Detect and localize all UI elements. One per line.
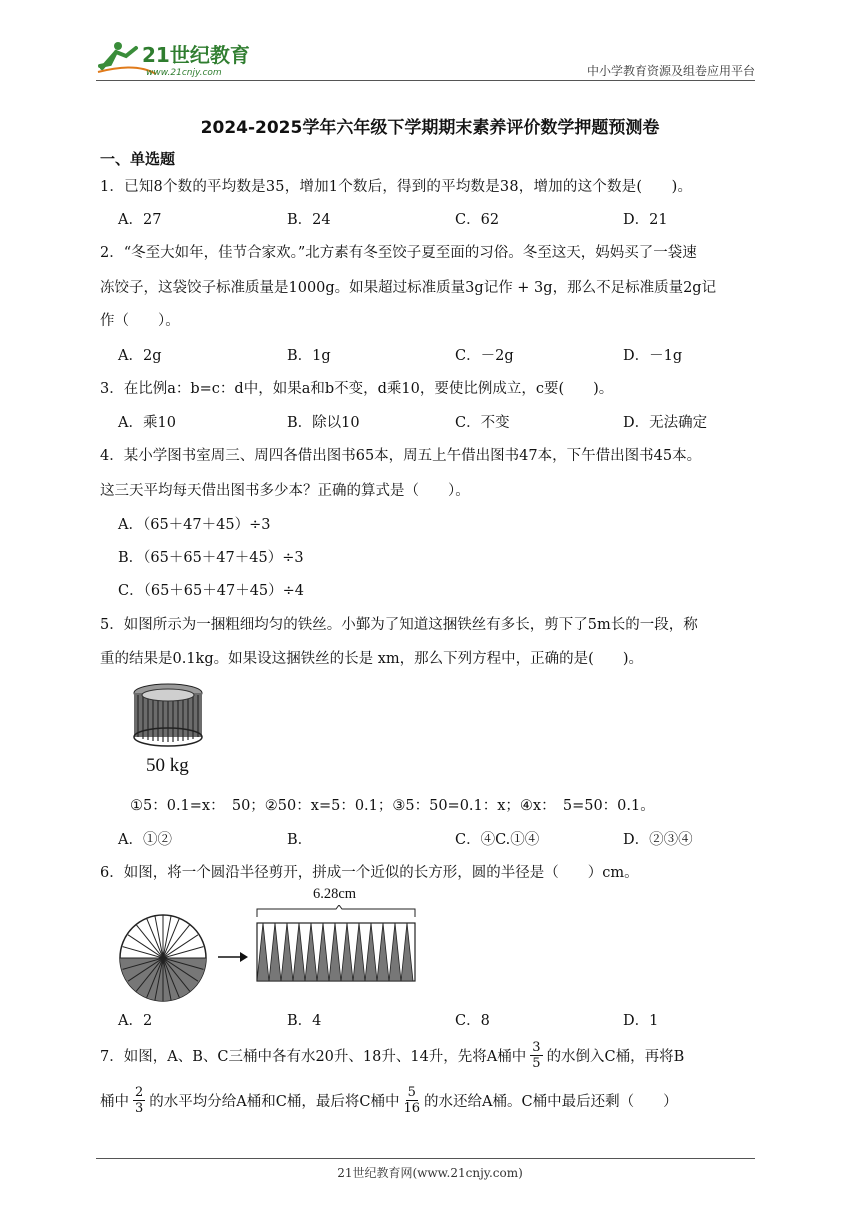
q6-option-d[interactable]: D．1 xyxy=(623,1013,659,1029)
figure-weight-label: 50 kg xyxy=(146,755,189,776)
footer-divider xyxy=(96,1158,755,1159)
footer-text: 21世纪教育网(www.21cnjy.com) xyxy=(337,1166,523,1180)
q3-option-b[interactable]: B．除以10 xyxy=(287,415,360,431)
question-4-line-2: 这三天平均每天借出图书多少本？正确的算式是（ ）。 xyxy=(100,483,470,499)
q2-option-d[interactable]: D．－1g xyxy=(623,348,683,364)
q5-option-b[interactable]: B． xyxy=(287,832,313,848)
question-5-line-2: 重的结果是0.1kg。如果设这捆铁丝的长是 xm，那么下列方程中，正确的是( )。 xyxy=(100,651,643,667)
figure-width-label: 6.28cm xyxy=(313,886,357,902)
question-5-equations: ①5：0.1=x： 50；②50：x=5：0.1；③5：50=0.1：x；④x： 5=50：0.1。 xyxy=(130,798,655,814)
q5-option-c[interactable]: C．④C.①④ xyxy=(455,832,540,848)
q1-option-c[interactable]: C．62 xyxy=(455,212,500,228)
q3-option-d[interactable]: D．无法确定 xyxy=(623,415,708,431)
q3-option-a[interactable]: A．乘10 xyxy=(118,415,176,431)
page-title: 2024-2025学年六年级下学期期末素养评价数学押题预测卷 xyxy=(200,118,660,138)
q5-option-d[interactable]: D．②③④ xyxy=(623,832,693,848)
header-divider xyxy=(96,80,755,81)
q5-option-a[interactable]: A．①② xyxy=(118,832,172,848)
question-7-line-1: 7．如图，A、B、C三桶中各有水20升、18升、14升，先将A桶中 $\frac{3}{5}$ 的水倒入C桶，再将B xyxy=(100,1040,685,1071)
question-2-line-3: 作（ ）。 xyxy=(100,313,180,329)
right-arrow-icon xyxy=(216,950,250,964)
site-logo xyxy=(96,38,261,80)
q6-option-c[interactable]: C．8 xyxy=(455,1013,490,1029)
q1-option-a[interactable]: A．27 xyxy=(118,212,162,228)
q3-option-c[interactable]: C．不变 xyxy=(455,415,510,431)
q2-option-b[interactable]: B．1g xyxy=(287,348,331,364)
q4-option-a[interactable]: A．（65＋47＋45）÷3 xyxy=(118,517,271,533)
q6-option-a[interactable]: A．2 xyxy=(118,1013,153,1029)
fraction-three-fifths: $\frac{3}{5}$ xyxy=(532,1040,541,1071)
q4-option-c[interactable]: C．（65＋65＋47＋45）÷4 xyxy=(118,583,305,599)
question-4-line-1: 4．某小学图书室周三、周四各借出图书65本，周五上午借出图书47本，下午借出图书45本。 xyxy=(100,448,702,464)
rectangle-sectors-figure xyxy=(255,905,417,985)
question-1-text: 1．已知8个数的平均数是35，增加1个数后，得到的平均数是38，增加的这个数是( )。 xyxy=(100,179,693,195)
q4-option-b[interactable]: B．（65＋65＋47＋45）÷3 xyxy=(118,550,304,566)
q2-option-a[interactable]: A．2g xyxy=(118,348,162,364)
section-heading: 一、单选题 xyxy=(100,150,176,168)
q1-option-b[interactable]: B．24 xyxy=(287,212,331,228)
svg-text:www.21cnjy.com: www.21cnjy.com xyxy=(146,68,222,78)
header-platform-text: 中小学教育资源及组卷应用平台 xyxy=(586,64,755,78)
svg-text:21世纪教育: 21世纪教育 xyxy=(142,43,250,67)
q1-option-d[interactable]: D．21 xyxy=(623,212,668,228)
wire-coil-figure xyxy=(130,683,212,753)
q2-option-c[interactable]: C．－2g xyxy=(455,348,514,364)
question-2-line-1: 2．“冬至大如年，佳节合家欢。”北方素有冬至饺子夏至面的习俗。冬至这天，妈妈买了一袋速 xyxy=(100,245,697,261)
question-7-line-2: 桶中 $\frac{2}{3}$ 的水平均分给A桶和C桶，最后将C桶中 $\frac{5}{16}$ 的水还给A桶。C桶中最后还剩（ ） xyxy=(100,1085,678,1116)
question-6-text: 6．如图，将一个圆沿半径剪开，拼成一个近似的长方形，圆的半径是（ ）cm。 xyxy=(100,865,639,881)
question-5-line-1: 5．如图所示为一捆粗细均匀的铁丝。小鄞为了知道这捆铁丝有多长，剪下了5m长的一段，称 xyxy=(100,617,698,633)
question-2-line-2: 冻饺子，这袋饺子标准质量是1000g。如果超过标准质量3g记作 + 3g，那么不足标准质量2g记 xyxy=(100,280,717,296)
fraction-two-thirds: $\frac{2}{3}$ xyxy=(135,1085,144,1116)
q6-option-b[interactable]: B．4 xyxy=(287,1013,322,1029)
question-3-text: 3．在比例a：b=c：d中，如果a和b不变，d乘10，要使比例成立，c要( )。 xyxy=(100,381,614,397)
circle-sectors-figure xyxy=(118,913,208,1003)
fraction-five-sixteenths: $\frac{5}{16}$ xyxy=(403,1085,420,1116)
